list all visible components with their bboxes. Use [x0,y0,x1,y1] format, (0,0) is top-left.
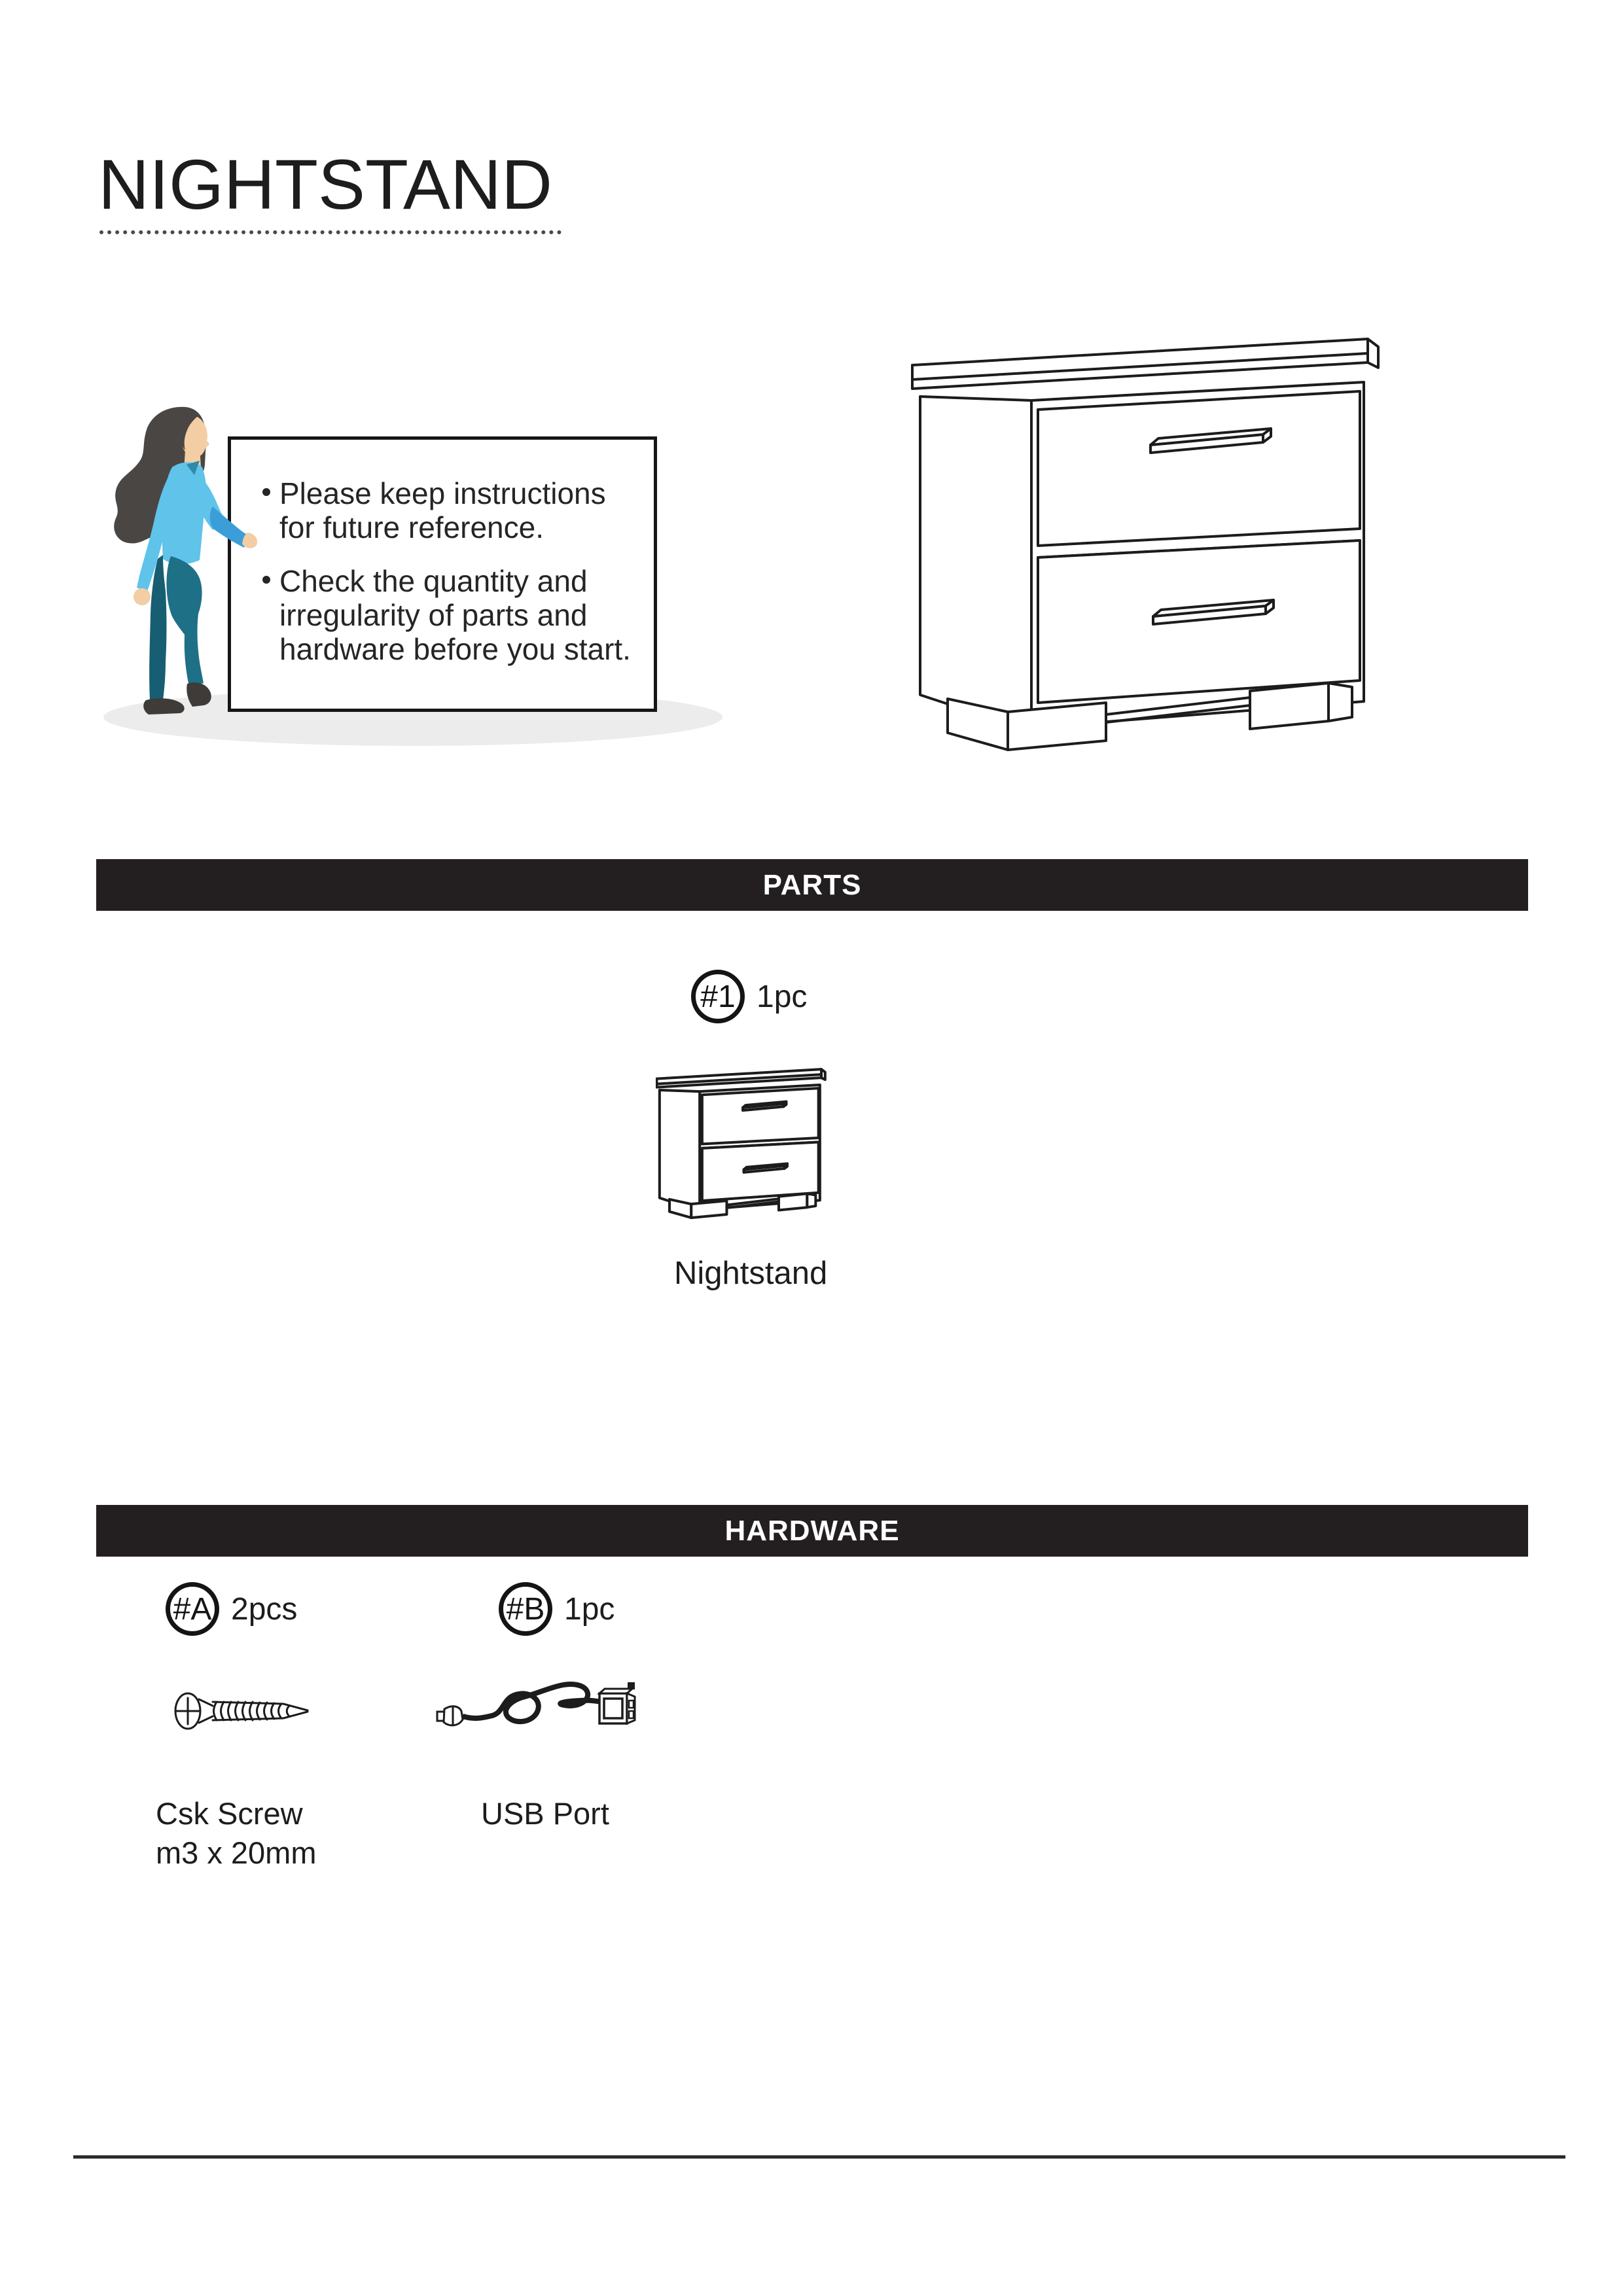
usb-cable-icon [436,1679,639,1739]
note-item [279,476,646,544]
title-dotted-underline [99,230,562,234]
hardware-badge-label: #B [506,1591,545,1627]
hardware-badge-label: #A [173,1591,212,1627]
hardware-item-row [499,1582,615,1636]
hardware-section-header-bar [96,1505,1528,1557]
parts-header-label: PARTS [762,868,862,901]
part-qty: 1pc [757,979,808,1014]
parts-section-header-bar [96,859,1528,911]
nightstand-drawing-large [910,335,1382,755]
hardware-header-label: HARDWARE [724,1514,900,1547]
hardware-badge [166,1582,219,1636]
part-badge-label: #1 [700,979,736,1014]
hardware-name-line: Csk Screw [156,1796,303,1831]
part-label: Nightstand [674,1256,828,1291]
hardware-spec-line: m3 x 20mm [156,1835,317,1870]
bullet-dot [262,488,270,496]
bullet-dot [262,576,270,584]
page-title: NIGHTSTAND [98,145,552,224]
hardware-qty: 2pcs [231,1591,298,1627]
nightstand-drawing-small [656,1068,827,1220]
notes-box [228,436,657,712]
footer-divider-line [73,2155,1565,2159]
note-text: Please keep instructions for future reference. [279,476,606,544]
woman-illustration [108,404,259,745]
part-badge [691,970,745,1023]
hardware-label [156,1794,317,1873]
hardware-label [481,1794,609,1833]
hardware-qty: 1pc [564,1591,615,1627]
hardware-badge [499,1582,552,1636]
hardware-item-row [166,1582,297,1636]
note-text: Check the quantity and irregularity of parts and hardware before you start. [279,564,631,666]
parts-item-row [691,970,807,1023]
hardware-name-line: USB Port [481,1796,609,1831]
csk-screw-icon [173,1691,311,1731]
note-item [279,564,646,666]
